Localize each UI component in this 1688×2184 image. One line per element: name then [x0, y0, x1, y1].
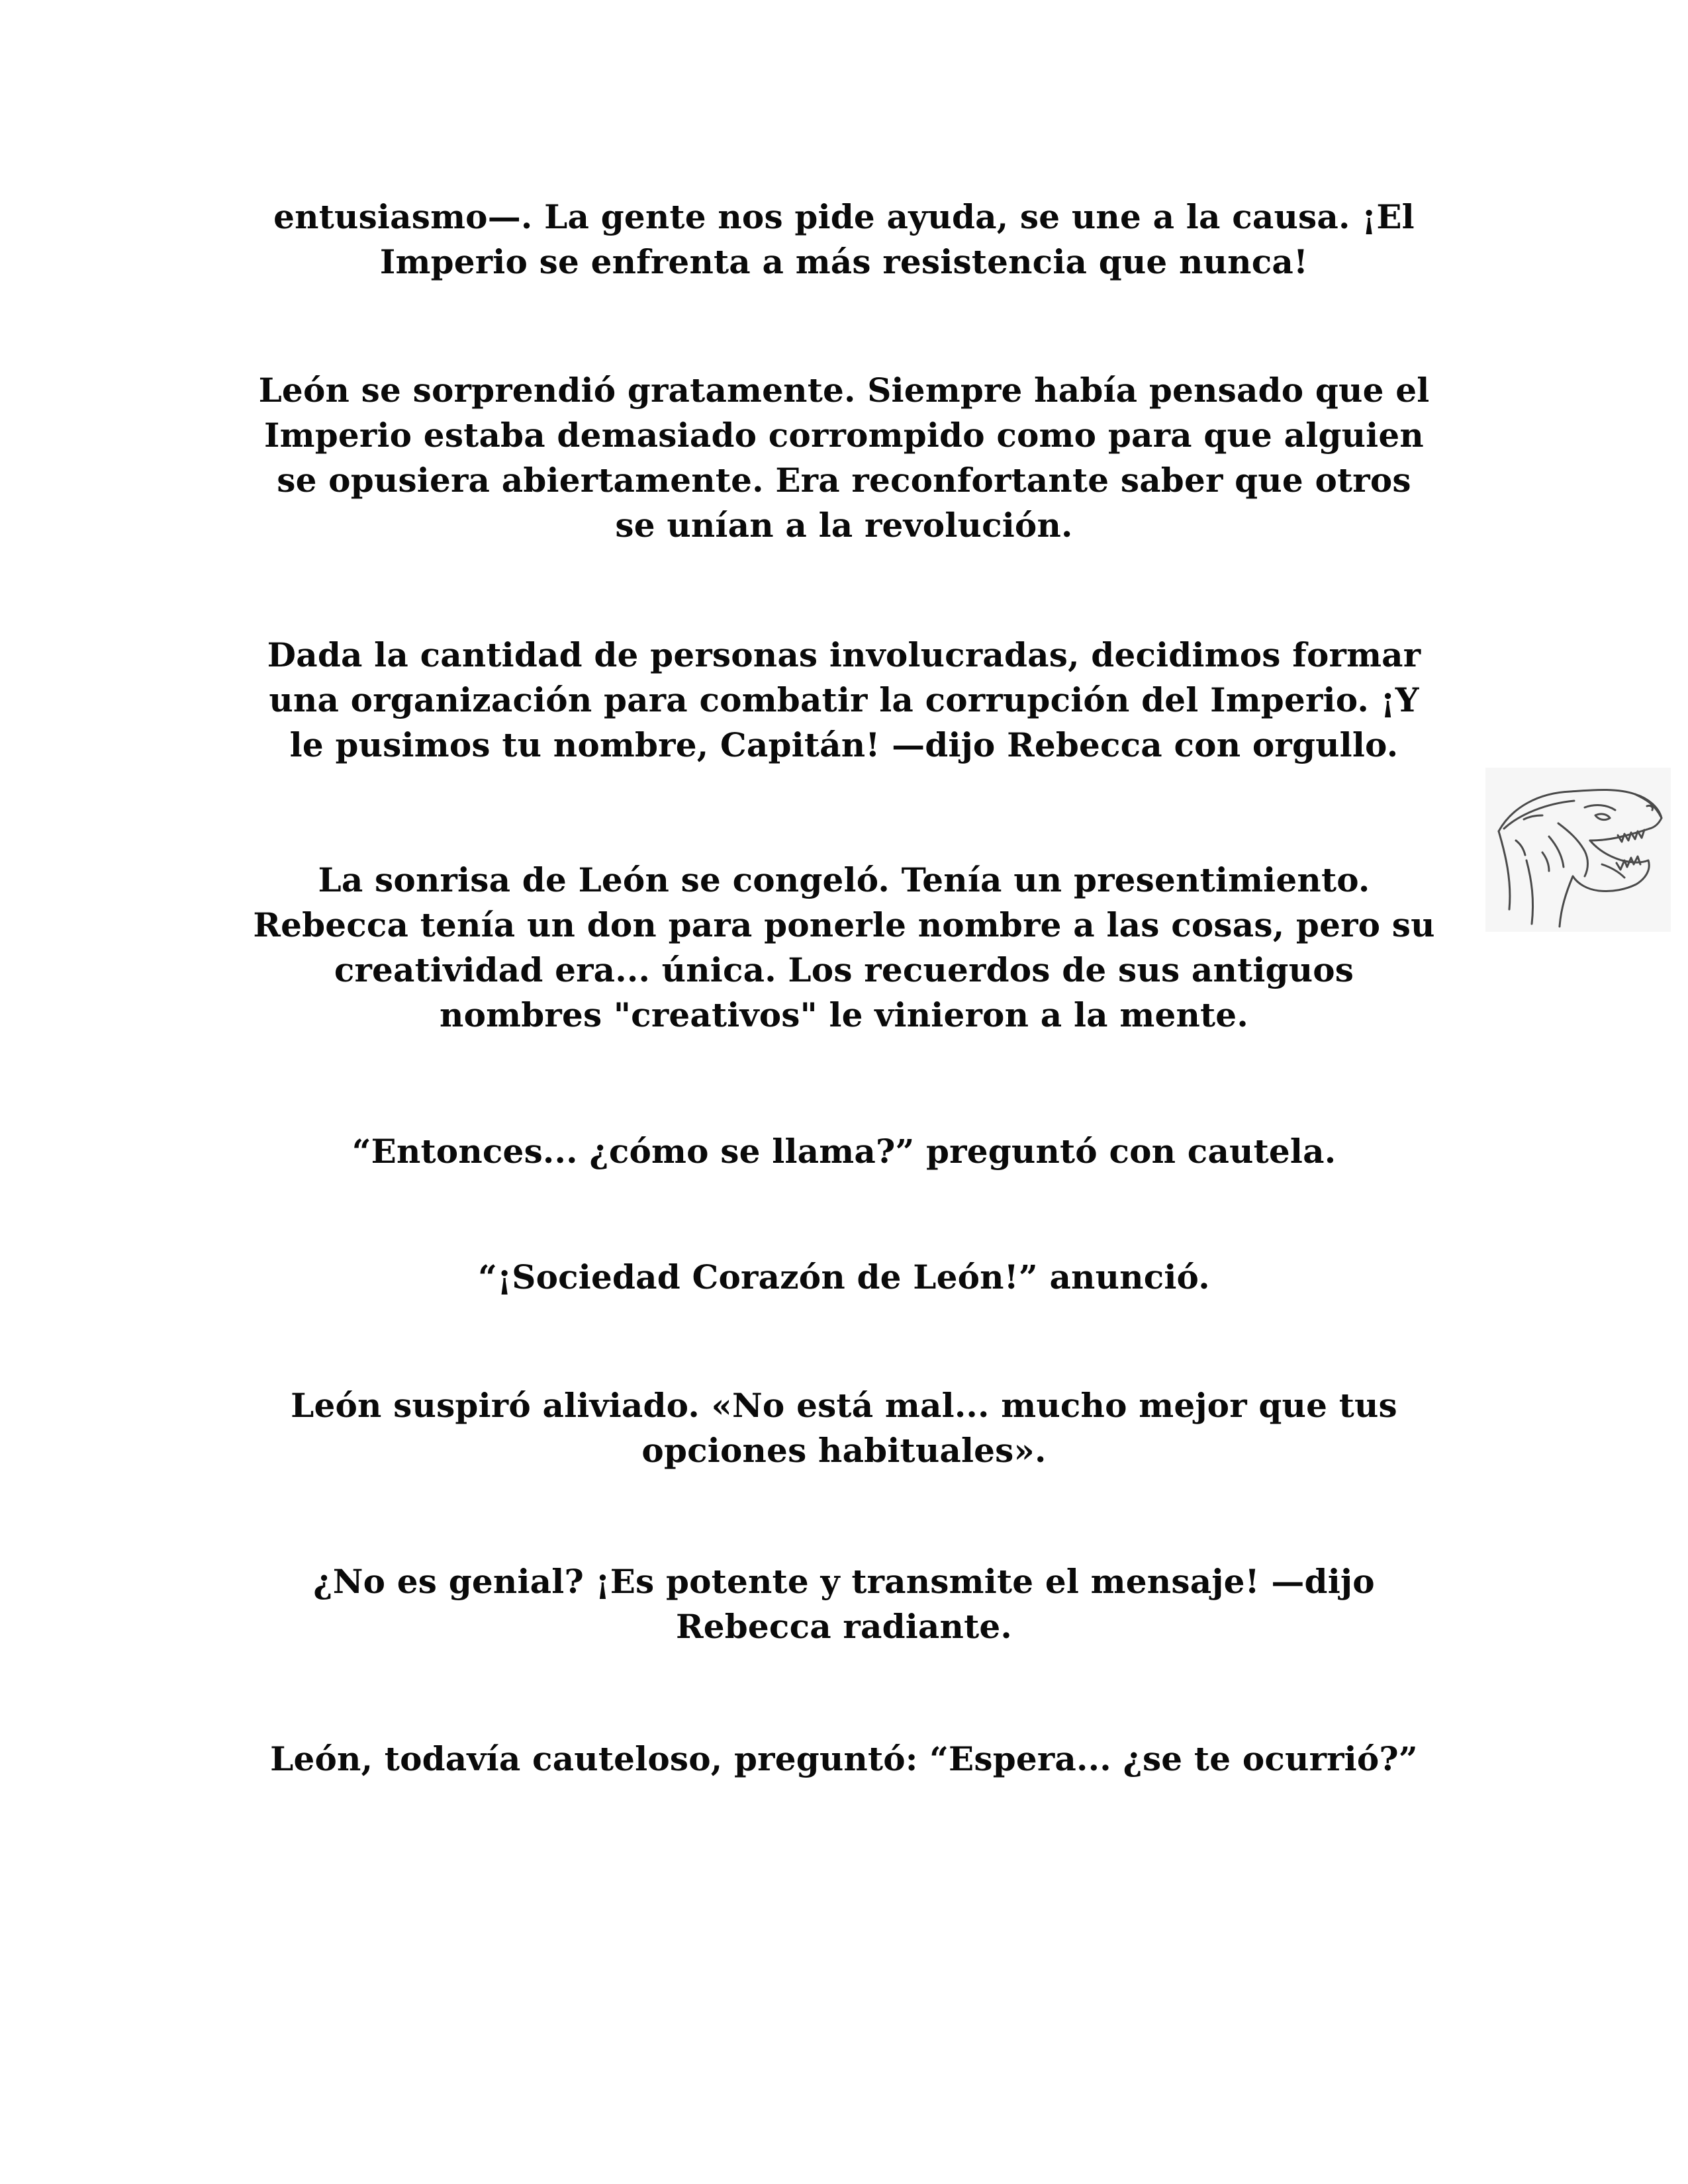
paragraph-8 [238, 1559, 1450, 1649]
text-line: “Entonces... ¿cómo se llama?” preguntó con cautela. [352, 1132, 1336, 1171]
text-line: nombres "creativos" le vinieron a la mente. [440, 995, 1248, 1034]
text-line: opciones habituales». [641, 1431, 1047, 1470]
text-line: Imperio se enfrenta a más resistencia que nunca! [379, 242, 1309, 281]
paragraph-3 [238, 633, 1450, 768]
text-line: Dada la cantidad de personas involucradas, decidimos formar [267, 635, 1421, 674]
paragraph-6 [238, 1255, 1450, 1300]
text-line: León se sorprendió gratamente. Siempre había pensado que el [258, 371, 1430, 410]
text-line: “¡Sociedad Corazón de León!” anunció. [478, 1257, 1210, 1297]
text-line: se opusiera abiertamente. Era reconfortante saber que otros [277, 461, 1411, 500]
paragraph-5 [238, 1129, 1450, 1174]
paragraph-1 [238, 195, 1450, 285]
paragraph-7 [238, 1383, 1450, 1473]
text-line: una organización para combatir la corrupción del Imperio. ¡Y [269, 680, 1419, 719]
paragraph-9 [238, 1737, 1450, 1782]
text-line: León, todavía cauteloso, preguntó: “Espera... ¿se te ocurrió?” [270, 1739, 1418, 1778]
text-line: creatividad era... única. Los recuerdos de sus antiguos [334, 950, 1354, 989]
paragraph-2 [238, 368, 1450, 548]
paragraph-4 [238, 858, 1450, 1038]
text-line: ¿No es genial? ¡Es potente y transmite el mensaje! —dijo [313, 1562, 1375, 1601]
text-line: León suspiró aliviado. «No está mal... mucho mejor que tus [291, 1386, 1397, 1425]
text-line: entusiasmo—. La gente nos pide ayuda, se une a la causa. ¡El [273, 197, 1415, 236]
text-line: Rebecca tenía un don para ponerle nombre a las cosas, pero su [253, 905, 1435, 944]
text-line: Rebecca radiante. [676, 1607, 1012, 1646]
dinosaur-head-sketch-icon [1485, 768, 1671, 932]
text-line: le pusimos tu nombre, Capitán! —dijo Rebecca con orgullo. [289, 725, 1399, 764]
text-line: Imperio estaba demasiado corrompido como para que alguien [264, 416, 1424, 455]
text-line: La sonrisa de León se congeló. Tenía un presentimiento. [318, 860, 1370, 899]
text-line: se unían a la revolución. [615, 506, 1073, 545]
